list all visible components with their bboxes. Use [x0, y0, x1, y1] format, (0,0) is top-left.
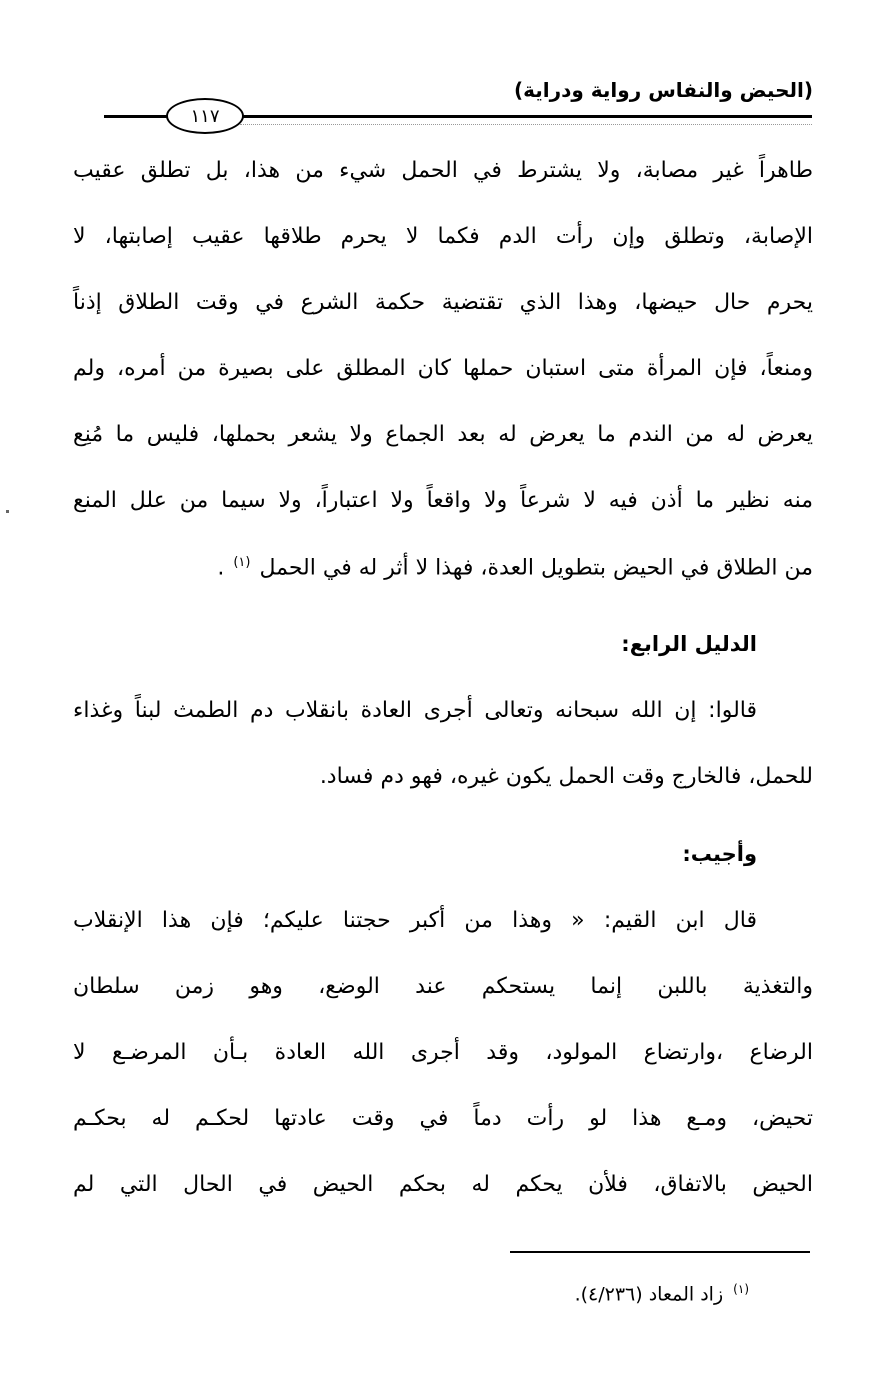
- text-line: الحيض بالاتفاق، فلأن يحكم له بحكم الحيض في الحال التي لم: [73, 1172, 813, 1197]
- section-heading: وأجيب:: [682, 842, 757, 866]
- text-line: والتغذية باللبن إنما يستحكم عند الوضع، وهو زمن سلطان: [73, 974, 813, 999]
- footnote-separator: [510, 1251, 810, 1253]
- text-line: تحيض، ومـع هذا لو رأت دماً في وقت عادتها لحكـم له بحكـم: [73, 1106, 813, 1131]
- running-title: (الحيض والنفاس رواية ودراية): [513, 78, 813, 102]
- text-line: الإصابة، وتطلق وإن رأت الدم فكما لا يحرم طلاقها عقيب إصابتها، لا: [73, 224, 813, 249]
- text-segment: من الطلاق في الحيض بتطويل العدة، فهذا لا أثر له في الحمل: [259, 555, 813, 581]
- page-number: ١١٧: [166, 98, 244, 134]
- text-line: منه نظير ما أذن فيه لا شرعاً ولا واقعاً ولا اعتباراً، ولا سيما من علل المنع: [73, 488, 813, 513]
- text-line-with-footnote: [73, 556, 813, 579]
- text-line: قال ابن القيم: « وهذا من أكبر حجتنا عليكم؛ فإن هذا الإنقلاب: [73, 908, 757, 933]
- footnote-number: (١): [733, 1282, 749, 1296]
- footnote-text: زاد المعاد (٤/٢٣٦).: [574, 1283, 724, 1306]
- text-line: طاهراً غير مصابة، ولا يشترط في الحمل شيء من هذا، بل تطلق عقيب: [73, 158, 813, 183]
- scan-speck: [6, 510, 9, 513]
- section-heading: الدليل الرابع:: [621, 632, 757, 656]
- text-segment: .: [217, 555, 225, 581]
- header-rule-decoration: [240, 124, 812, 125]
- text-line: يحرم حال حيضها، وهذا الذي تقتضية حكمة الشرع في وقت الطلاق إذناً: [73, 290, 813, 315]
- text-line: ومنعاً، فإن المرأة متى استبان حملها كان المطلق على بصيرة من أمره، ولم: [73, 356, 813, 381]
- text-line: الرضاع ،وارتضاع المولود، وقد أجرى الله العادة بـأن المرضـع لا: [73, 1040, 813, 1065]
- footnote: [575, 1282, 749, 1305]
- text-line: يعرض له من الندم ما يعرض له بعد الجماع ولا يشعر بحملها، فليس ما مُنِع: [73, 422, 813, 447]
- text-line: للحمل، فالخارج وقت الحمل يكون غيره، فهو دم فساد.: [319, 764, 813, 789]
- footnote-marker: (١): [233, 555, 251, 570]
- text-line: قالوا: إن الله سبحانه وتعالى أجرى العادة بانقلاب دم الطمث لبناً وغذاء: [73, 698, 757, 723]
